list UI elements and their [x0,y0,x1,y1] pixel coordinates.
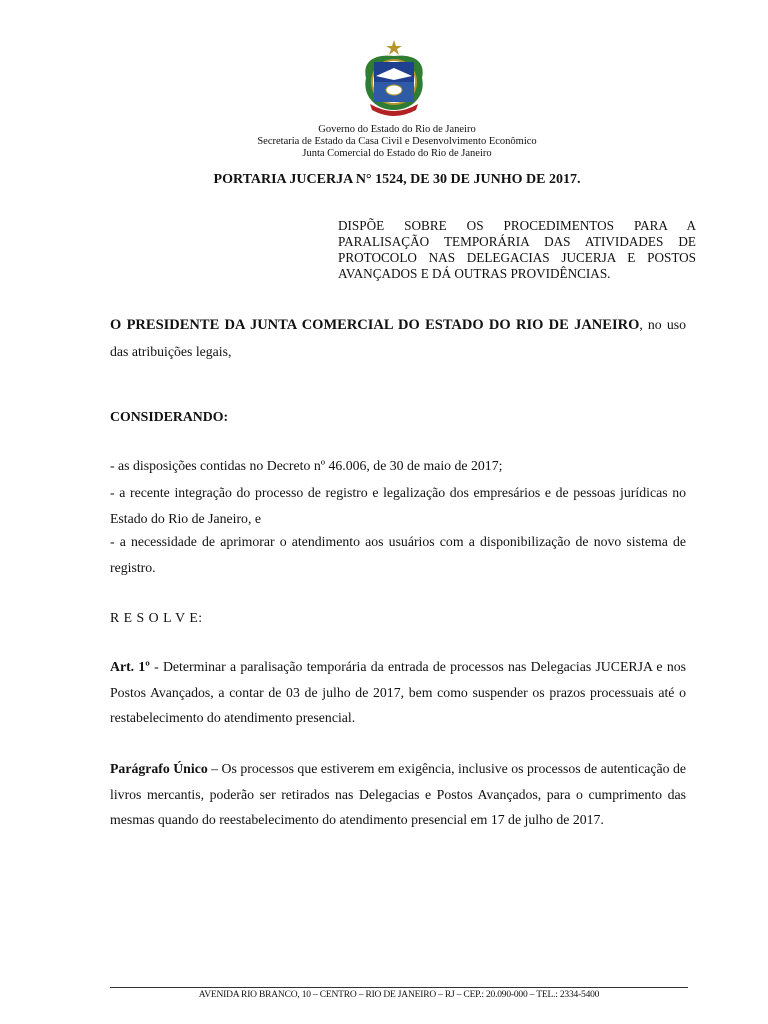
header-government: Governo do Estado do Rio de Janeiro [318,124,476,135]
paragrafo-unico-label: Parágrafo Único [110,761,208,776]
considerando-item-2: - a recente integração do processo de registro e legalização dos empresários e de pessoas jurídicas no Estado do Rio de Janeiro, e [110,485,686,526]
considerando-heading: CONSIDERANDO: [110,409,229,424]
article-1-text: - Determinar a paralisação temporária da entrada de processos nas Delegacias JUCERJA e nos Postos Avançados, a contar de 03 de julho de 2017, bem como suspender os prazos processuais até o restabelecimento do atendimento presencial. [110,659,686,725]
header-junta: Junta Comercial do Estado do Rio de Janeiro [302,148,492,159]
footer-address: AVENIDA RIO BRANCO, 10 – CENTRO – RIO DE JANEIRO – RJ – CEP.: 20.090-000 – TEL.: 2334-5400 [198,990,600,1000]
footer-divider [110,987,688,988]
paragrafo-unico-text: – Os processos que estiverem em exigência, inclusive os processos de autenticação de livros mercantis, poderão ser retirados nas Delegacias e Postos Avançados, para o cumprimento das mesmas quando do reestabelecimento do atendimento presencial em 17 de julho de 2017. [110,761,686,827]
considerando-item-3: - a necessidade de aprimorar o atendimento aos usuários com a disponibilização de novo sistema de registro. [110,534,686,575]
preamble [110,312,686,364]
article-1-label: Art. 1º [110,659,150,674]
preamble-authority: O PRESIDENTE DA JUNTA COMERCIAL DO ESTADO DO RIO DE JANEIRO [110,317,640,333]
considerando-item-1: - as disposições contidas no Decreto nº 46.006, de 30 de maio de 2017; [110,458,503,473]
resolve-heading: R E S O L V E: [110,610,203,625]
ementa: DISPÕE SOBRE OS PROCEDIMENTOS PARA A PARALISAÇÃO TEMPORÁRIA DAS ATIVIDADES DE PROTOCOLO NAS DELEGACIAS JUCERJA E POSTOS AVANÇADOS E DÁ OUTRAS PROVIDÊNCIAS. [338,218,696,281]
paragrafo-unico [110,756,686,833]
preamble-rest: , no uso das atribuições legais, [110,317,686,359]
header-secretariat: Secretaria de Estado da Casa Civil e Desenvolvimento Econômico [257,136,537,147]
document-title: PORTARIA JUCERJA N° 1524, DE 30 DE JUNHO DE 2017. [213,172,581,187]
state-coat-of-arms [356,38,432,122]
article-1 [110,654,686,731]
